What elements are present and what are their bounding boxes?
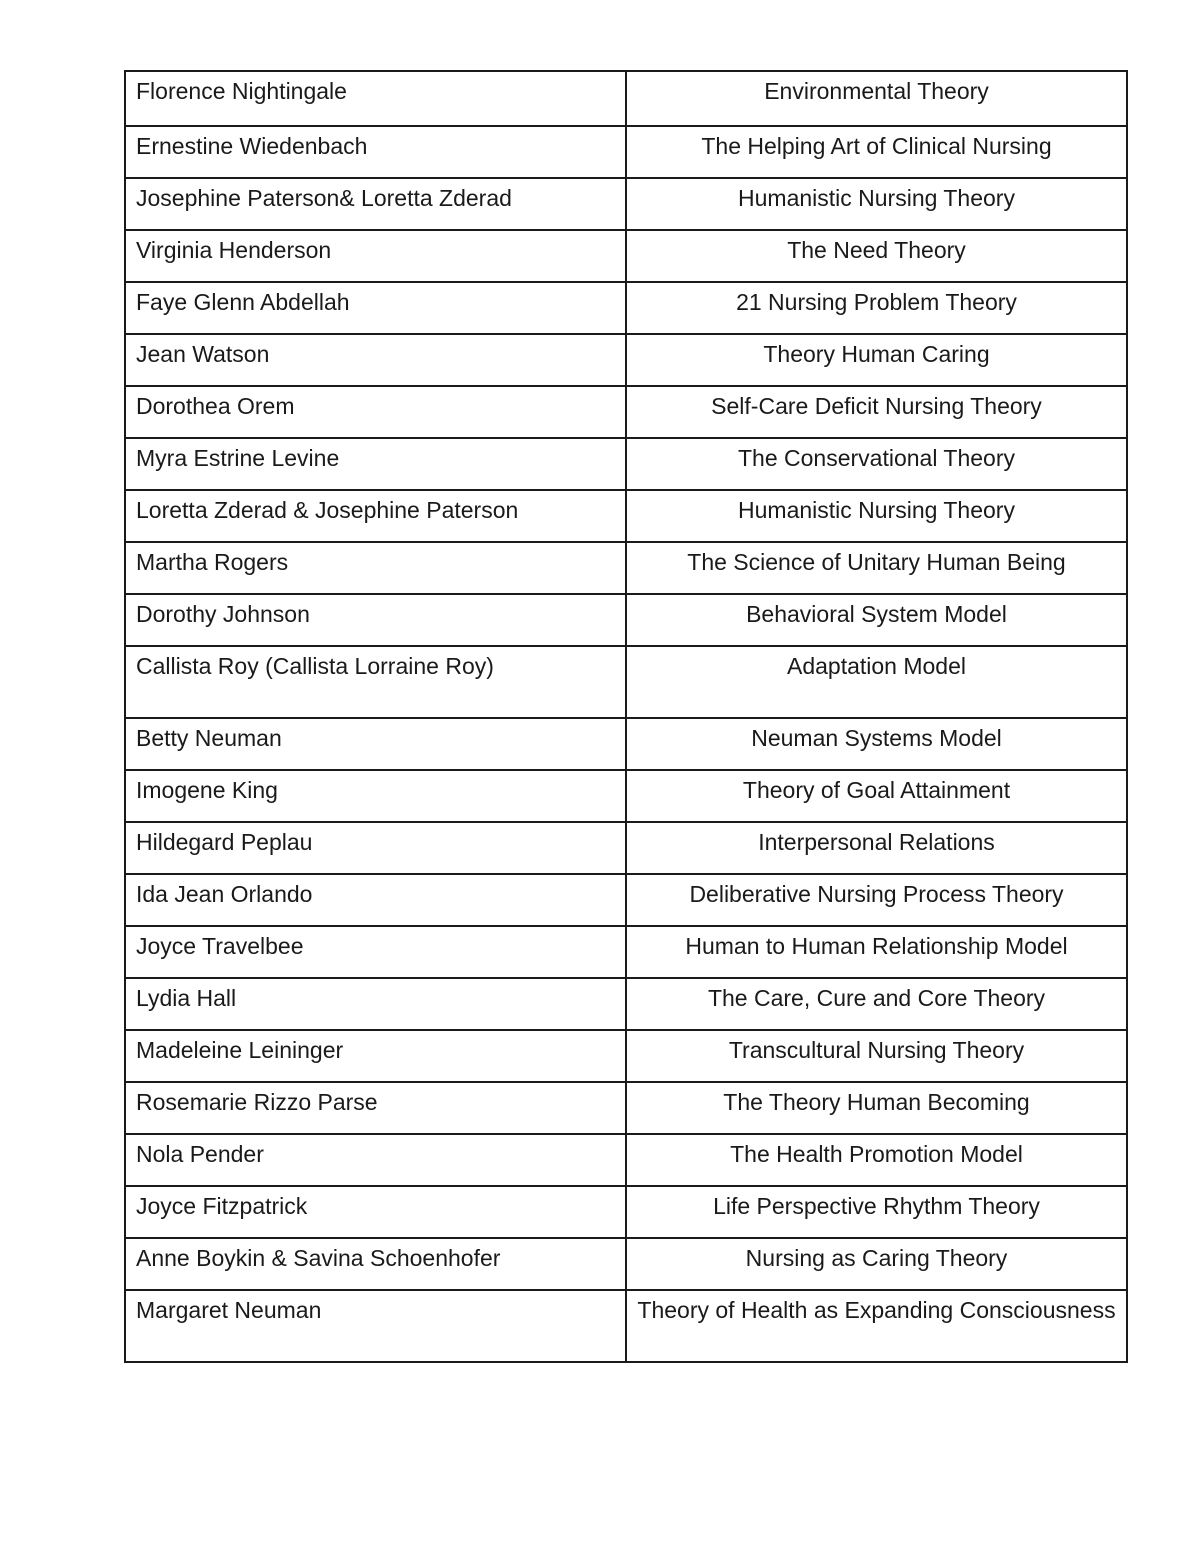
table-row (125, 1030, 1127, 1082)
theorist-cell: Rosemarie Rizzo Parse (125, 1082, 626, 1134)
table-row (125, 1238, 1127, 1290)
table-row (125, 978, 1127, 1030)
theorist-cell: Joyce Travelbee (125, 926, 626, 978)
table-row (125, 490, 1127, 542)
theory-cell: Humanistic Nursing Theory (626, 490, 1127, 542)
theorist-cell: Imogene King (125, 770, 626, 822)
theorist-cell: Anne Boykin & Savina Schoenhofer (125, 1238, 626, 1290)
theory-cell: Theory Human Caring (626, 334, 1127, 386)
theorist-cell: Callista Roy (Callista Lorraine Roy) (125, 646, 626, 718)
theorist-cell: Loretta Zderad & Josephine Paterson (125, 490, 626, 542)
table-row (125, 646, 1127, 718)
table-row (125, 71, 1127, 126)
theorist-cell: Ernestine Wiedenbach (125, 126, 626, 178)
table-row (125, 926, 1127, 978)
theory-cell: Theory of Health as Expanding Consciousness (626, 1290, 1127, 1362)
theory-cell: Humanistic Nursing Theory (626, 178, 1127, 230)
table-row (125, 770, 1127, 822)
table-row (125, 386, 1127, 438)
table-row (125, 718, 1127, 770)
theorist-cell: Florence Nightingale (125, 71, 626, 126)
table-row (125, 594, 1127, 646)
table-row (125, 334, 1127, 386)
theory-cell: Self-Care Deficit Nursing Theory (626, 386, 1127, 438)
theory-cell: Life Perspective Rhythm Theory (626, 1186, 1127, 1238)
theory-cell: The Care, Cure and Core Theory (626, 978, 1127, 1030)
theory-cell: Human to Human Relationship Model (626, 926, 1127, 978)
theorist-theory-table (124, 70, 1128, 1363)
table-row (125, 542, 1127, 594)
theory-cell: Adaptation Model (626, 646, 1127, 718)
theory-cell: The Conservational Theory (626, 438, 1127, 490)
table-row (125, 230, 1127, 282)
theory-cell: The Health Promotion Model (626, 1134, 1127, 1186)
theorist-cell: Dorothea Orem (125, 386, 626, 438)
theory-cell: Transcultural Nursing Theory (626, 1030, 1127, 1082)
table-row (125, 1134, 1127, 1186)
theorist-cell: Josephine Paterson& Loretta Zderad (125, 178, 626, 230)
theorist-cell: Lydia Hall (125, 978, 626, 1030)
table-row (125, 1186, 1127, 1238)
theorist-cell: Dorothy Johnson (125, 594, 626, 646)
table-row (125, 126, 1127, 178)
theory-cell: The Need Theory (626, 230, 1127, 282)
theorist-cell: Ida Jean Orlando (125, 874, 626, 926)
theory-cell: Behavioral System Model (626, 594, 1127, 646)
theorist-cell: Jean Watson (125, 334, 626, 386)
theory-cell: The Theory Human Becoming (626, 1082, 1127, 1134)
theorist-cell: Betty Neuman (125, 718, 626, 770)
theory-cell: Environmental Theory (626, 71, 1127, 126)
table-row (125, 822, 1127, 874)
theorist-cell: Virginia Henderson (125, 230, 626, 282)
theory-cell: Theory of Goal Attainment (626, 770, 1127, 822)
table-row (125, 438, 1127, 490)
theorist-cell: Nola Pender (125, 1134, 626, 1186)
theorist-cell: Madeleine Leininger (125, 1030, 626, 1082)
theory-cell: The Helping Art of Clinical Nursing (626, 126, 1127, 178)
theory-cell: Nursing as Caring Theory (626, 1238, 1127, 1290)
table-row (125, 874, 1127, 926)
theorist-cell: Joyce Fitzpatrick (125, 1186, 626, 1238)
theory-cell: The Science of Unitary Human Being (626, 542, 1127, 594)
theory-cell: Neuman Systems Model (626, 718, 1127, 770)
theorist-cell: Hildegard Peplau (125, 822, 626, 874)
theory-cell: 21 Nursing Problem Theory (626, 282, 1127, 334)
table-row (125, 178, 1127, 230)
theory-cell: Interpersonal Relations (626, 822, 1127, 874)
table-row (125, 282, 1127, 334)
theory-cell: Deliberative Nursing Process Theory (626, 874, 1127, 926)
theorist-cell: Myra Estrine Levine (125, 438, 626, 490)
table-row (125, 1290, 1127, 1362)
table-row (125, 1082, 1127, 1134)
theorist-cell: Faye Glenn Abdellah (125, 282, 626, 334)
theorist-cell: Martha Rogers (125, 542, 626, 594)
theorist-cell: Margaret Neuman (125, 1290, 626, 1362)
table-body (125, 71, 1127, 1362)
